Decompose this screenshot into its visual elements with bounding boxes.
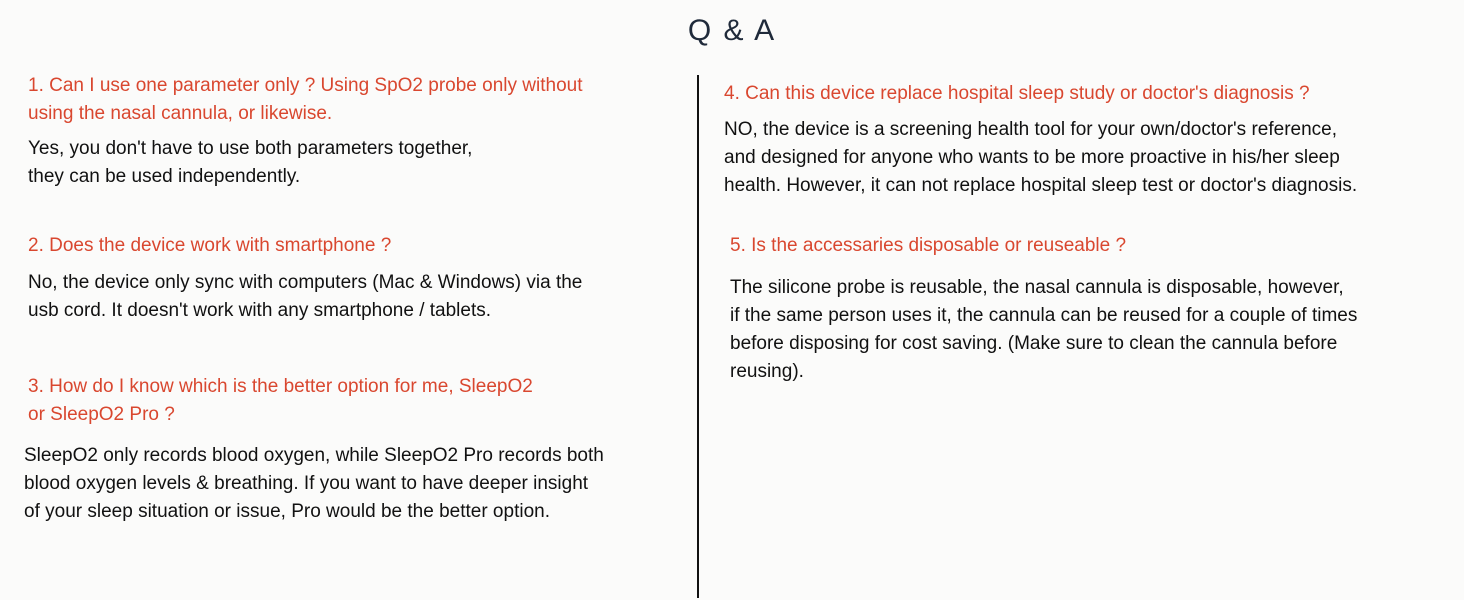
answer-line: usb cord. It doesn't work with any smartphone / tablets. bbox=[28, 300, 492, 321]
answer-line: The silicone probe is reusable, the nasal cannula is disposable, however, bbox=[730, 277, 1344, 298]
answer-line: of your sleep situation or issue, Pro would be the better option. bbox=[24, 501, 550, 522]
answer-line: SleepO2 only records blood oxygen, while SleepO2 Pro records both bbox=[24, 445, 604, 466]
question-3 bbox=[28, 373, 533, 429]
answer-line: reusing). bbox=[730, 361, 804, 382]
question-5 bbox=[730, 232, 1126, 260]
question-line: or SleepO2 Pro ? bbox=[28, 404, 175, 425]
answer-3 bbox=[24, 442, 604, 526]
answer-line: and designed for anyone who wants to be more proactive in his/her sleep bbox=[724, 147, 1340, 168]
answer-line: if the same person uses it, the cannula can be reused for a couple of times bbox=[730, 305, 1358, 326]
question-line: using the nasal cannula, or likewise. bbox=[28, 103, 333, 124]
answer-line: before disposing for cost saving. (Make sure to clean the cannula before bbox=[730, 333, 1338, 354]
question-line: 2. Does the device work with smartphone ? bbox=[28, 235, 392, 256]
answer-4 bbox=[724, 116, 1357, 200]
answer-line: blood oxygen levels & breathing. If you want to have deeper insight bbox=[24, 473, 589, 494]
question-line: 3. How do I know which is the better option for me, SleepO2 bbox=[28, 376, 533, 397]
answer-line: health. However, it can not replace hospital sleep test or doctor's diagnosis. bbox=[724, 175, 1358, 196]
question-4 bbox=[724, 80, 1310, 108]
column-divider bbox=[697, 75, 699, 598]
question-line: 5. Is the accessaries disposable or reuseable ? bbox=[730, 235, 1127, 256]
answer-line: Yes, you don't have to use both parameters together, bbox=[28, 138, 473, 159]
question-1 bbox=[28, 72, 583, 128]
answer-line: NO, the device is a screening health tool for your own/doctor's reference, bbox=[724, 119, 1338, 140]
question-line: 1. Can I use one parameter only ? Using SpO2 probe only without bbox=[28, 75, 583, 96]
answer-2 bbox=[28, 269, 582, 325]
page-title: Q & A bbox=[687, 14, 777, 47]
answer-line: they can be used independently. bbox=[28, 166, 301, 187]
answer-5 bbox=[730, 274, 1357, 386]
answer-1 bbox=[28, 135, 472, 191]
answer-line: No, the device only sync with computers (Mac & Windows) via the bbox=[28, 272, 583, 293]
question-line: 4. Can this device replace hospital sleep study or doctor's diagnosis ? bbox=[724, 83, 1310, 104]
question-2 bbox=[28, 232, 391, 260]
